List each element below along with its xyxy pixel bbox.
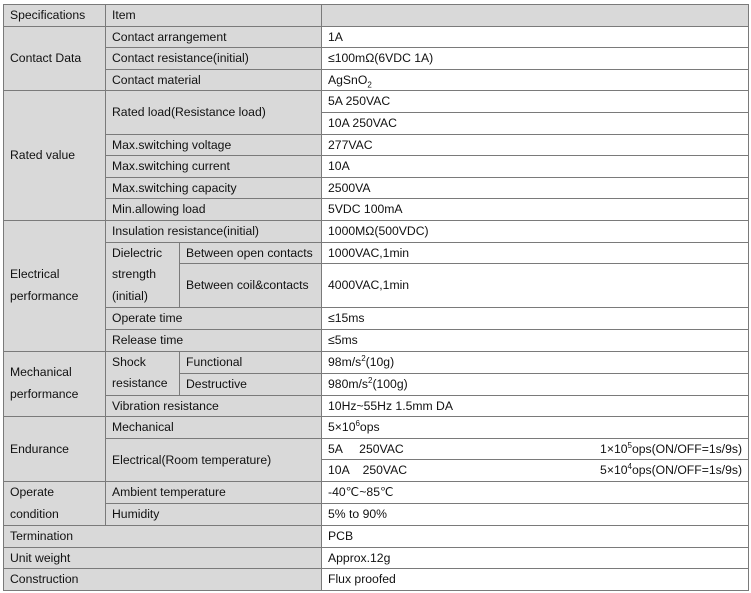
table-row — [4, 177, 749, 199]
table-row — [4, 91, 749, 113]
table-row — [4, 242, 749, 264]
max-capacity-label: Max.switching capacity — [106, 177, 322, 199]
unit-weight-value: Approx.12g — [322, 547, 749, 569]
table-row — [4, 134, 749, 156]
contact-arrangement-value: 1A — [322, 26, 749, 48]
humidity-value: 5% to 90% — [322, 504, 749, 526]
vibration-label: Vibration resistance — [106, 395, 322, 417]
release-time-value: ≤5ms — [322, 329, 749, 351]
endurance-electrical-ops-1 — [600, 439, 742, 460]
max-capacity-value: 2500VA — [322, 177, 749, 199]
contact-material-sub: 2 — [367, 80, 372, 90]
table-row — [4, 156, 749, 178]
mechanical-label-1: Mechanical — [10, 365, 72, 380]
endurance-electrical-ops-2 — [600, 460, 742, 481]
e2-tail: ops(ON/OFF=1s/9s) — [631, 463, 743, 478]
table-row — [4, 69, 749, 91]
vibration-value: 10Hz~55Hz 1.5mm DA — [322, 395, 749, 417]
functional-value — [322, 351, 749, 373]
insulation-value: 1000MΩ(500VDC) — [322, 220, 749, 242]
destructive-value — [322, 373, 749, 395]
table-row — [4, 199, 749, 221]
electrical-label-2: performance — [10, 288, 79, 303]
shock-label-2: resistance — [112, 376, 168, 391]
table-row — [4, 438, 749, 460]
table-row — [4, 417, 749, 439]
specifications-table — [3, 4, 749, 591]
shock-resistance-label — [106, 351, 180, 395]
endurance-electrical-label: Electrical(Room temperature) — [106, 438, 322, 481]
construction-label: Construction — [4, 569, 322, 591]
header-item: Item — [106, 5, 322, 27]
section-mechanical-performance — [4, 351, 106, 417]
open-contacts-value: 1000VAC,1min — [322, 242, 749, 264]
functional-value-main: 98m/s — [328, 354, 362, 369]
operate-condition-label-2: condition — [10, 506, 59, 521]
ambient-temperature-value: -40℃~85℃ — [322, 482, 749, 504]
dielectric-label-1: Dielectric — [112, 245, 163, 260]
table-row — [4, 569, 749, 591]
e1-main: 1×10 — [600, 441, 628, 456]
endurance-mechanical-tail: ops — [359, 420, 380, 435]
table-row — [4, 48, 749, 70]
contact-resistance-label: Contact resistance(initial) — [106, 48, 322, 70]
contact-resistance-value: ≤100mΩ(6VDC 1A) — [322, 48, 749, 70]
header-row — [4, 5, 749, 27]
table-row — [4, 526, 749, 548]
e2-main: 5×10 — [600, 463, 628, 478]
release-time-label: Release time — [106, 329, 322, 351]
rated-load-label: Rated load(Resistance load) — [106, 91, 322, 134]
table-row — [4, 351, 749, 373]
table-row — [4, 482, 749, 504]
termination-value: PCB — [322, 526, 749, 548]
endurance-electrical-load-1: 5A 250VAC — [328, 441, 404, 456]
coil-contacts-value: 4000VAC,1min — [322, 264, 749, 308]
e1-sup: 5 — [627, 440, 632, 450]
endurance-mechanical-main: 5×10 — [328, 420, 356, 435]
humidity-label: Humidity — [106, 504, 322, 526]
open-contacts-label: Between open contacts — [180, 242, 322, 264]
destructive-label: Destructive — [180, 373, 322, 395]
table-row — [4, 220, 749, 242]
endurance-mechanical-sup: 6 — [355, 419, 360, 429]
table-row — [4, 26, 749, 48]
max-current-value: 10A — [322, 156, 749, 178]
contact-material-main: AgSnO — [328, 72, 368, 87]
contact-material-value — [322, 69, 749, 91]
destructive-value-sup: 2 — [367, 375, 373, 385]
contact-arrangement-label: Contact arrangement — [106, 26, 322, 48]
section-rated-value: Rated value — [4, 91, 106, 221]
ambient-temperature-label: Ambient temperature — [106, 482, 322, 504]
operate-time-value: ≤15ms — [322, 308, 749, 330]
endurance-electrical-value-1 — [322, 438, 749, 460]
e1-tail: ops(ON/OFF=1s/9s) — [631, 441, 743, 456]
functional-value-sup: 2 — [361, 353, 366, 363]
construction-value: Flux proofed — [322, 569, 749, 591]
shock-label-1: Shock — [112, 354, 146, 369]
destructive-value-tail: (100g) — [372, 376, 408, 391]
section-endurance: Endurance — [4, 417, 106, 482]
dielectric-label-3: (initial) — [112, 288, 148, 303]
endurance-mechanical-value — [322, 417, 749, 439]
max-voltage-label: Max.switching voltage — [106, 134, 322, 156]
table-row — [4, 547, 749, 569]
table-row — [4, 329, 749, 351]
min-load-value: 5VDC 100mA — [322, 199, 749, 221]
section-contact-data: Contact Data — [4, 26, 106, 91]
table-row — [4, 308, 749, 330]
insulation-label: Insulation resistance(initial) — [106, 220, 322, 242]
endurance-electrical-value-2 — [322, 460, 749, 482]
rated-load-value-2: 10A 250VAC — [322, 112, 749, 134]
operate-condition-label-1: Operate — [10, 485, 55, 500]
dielectric-strength-label — [106, 242, 180, 308]
section-electrical-performance — [4, 220, 106, 351]
coil-contacts-label: Between coil&contacts — [180, 264, 322, 308]
header-value — [322, 5, 749, 27]
unit-weight-label: Unit weight — [4, 547, 322, 569]
header-specifications: Specifications — [4, 5, 106, 27]
endurance-mechanical-label: Mechanical — [106, 417, 322, 439]
table-row — [4, 504, 749, 526]
functional-label: Functional — [180, 351, 322, 373]
contact-material-label: Contact material — [106, 69, 322, 91]
table-row — [4, 395, 749, 417]
max-current-label: Max.switching current — [106, 156, 322, 178]
endurance-electrical-load-2: 10A 250VAC — [328, 463, 408, 478]
termination-label: Termination — [4, 526, 322, 548]
section-operate-condition — [4, 482, 106, 526]
operate-time-label: Operate time — [106, 308, 322, 330]
max-voltage-value: 277VAC — [322, 134, 749, 156]
functional-value-tail: (10g) — [365, 354, 395, 369]
rated-load-value-1: 5A 250VAC — [322, 91, 749, 113]
dielectric-label-2: strength — [112, 267, 157, 282]
electrical-label-1: Electrical — [10, 267, 60, 282]
mechanical-label-2: performance — [10, 386, 79, 401]
destructive-value-main: 980m/s — [328, 376, 368, 391]
e2-sup: 4 — [627, 462, 632, 472]
min-load-label: Min.allowing load — [106, 199, 322, 221]
